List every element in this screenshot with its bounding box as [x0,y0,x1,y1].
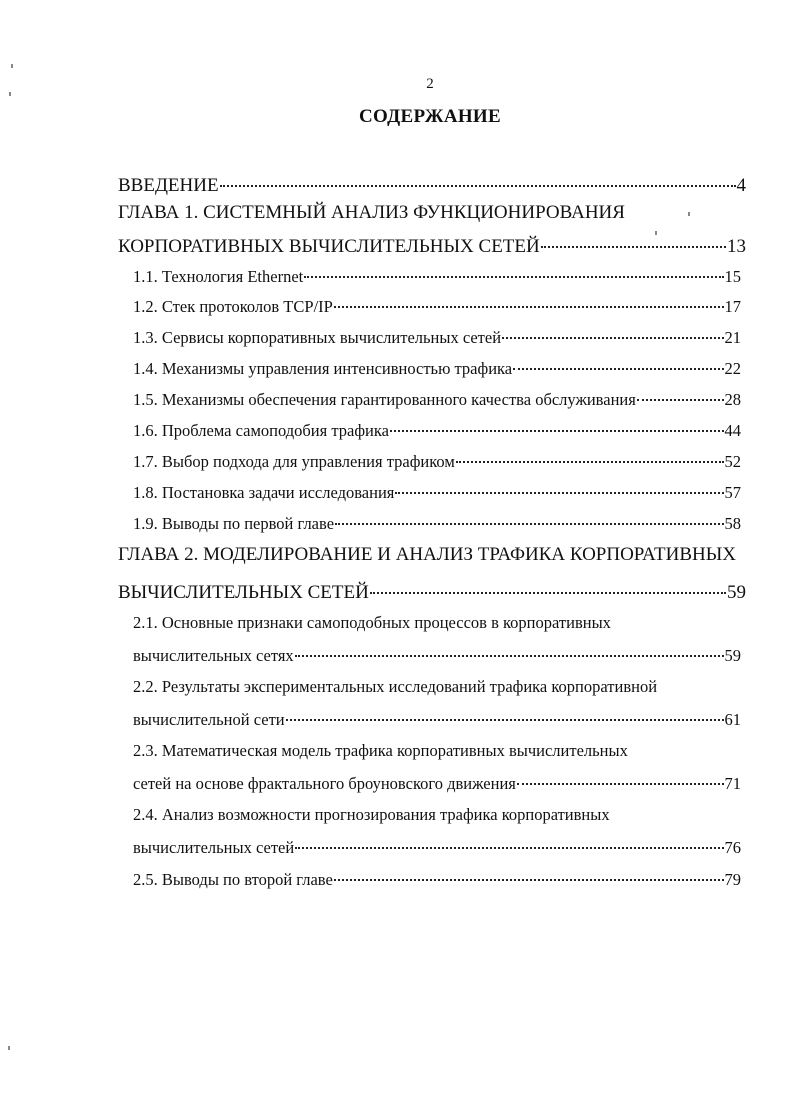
toc-entry-title: 2.4. Анализ возможности прогнозирования трафика корпоративных [133,805,610,824]
toc-title: СОДЕРЖАНИЕ [359,106,501,127]
toc-entry-title: 1.2. Стек протоколов TCP/IP [133,296,333,316]
toc-entry-section-1-6[interactable] [133,417,741,443]
toc-entry-title: КОРПОРАТИВНЫХ ВЫЧИСЛИТЕЛЬНЫХ СЕТЕЙ [118,236,540,257]
toc-entry-title: 2.1. Основные признаки самоподобных процессов в корпоративных [133,613,611,632]
toc-entry-section-1-7[interactable] [133,448,741,474]
toc-entry-title: ВЫЧИСЛИТЕЛЬНЫХ СЕТЕЙ [118,582,369,603]
toc-entry-title: 1.6. Проблема самоподобия трафика [133,420,389,440]
dot-leader [304,259,723,278]
toc-entry-title: ГЛАВА 2. МОДЕЛИРОВАНИЕ И АНАЛИЗ ТРАФИКА КОРПОРАТИВНЫХ [118,544,737,565]
dot-leader [295,638,724,657]
toc-entry-chapter-2-line-1[interactable] [118,542,746,568]
toc-entry-page: 4 [736,175,746,196]
toc-entry-title: 1.3. Сервисы корпоративных вычислительных сетей [133,327,502,347]
toc-entry-page: 13 [727,236,746,257]
dot-leader [334,862,724,881]
toc-entry-page: 17 [724,296,741,316]
scan-speck [11,64,13,68]
toc-entry-title: 1.4. Механизмы управления интенсивностью трафика [133,358,513,378]
toc-entry-title: вычислительных сетей [133,837,295,857]
toc-entry-chapter-1-line-2[interactable] [118,231,746,257]
toc-entry-title: ГЛАВА 1. СИСТЕМНЫЙ АНАЛИЗ ФУНКЦИОНИРОВАНИЯ [118,202,625,223]
dot-leader [286,702,724,721]
toc-entry-page: 59 [724,645,741,665]
toc-entry-title: 1.7. Выбор подхода для управления трафиком [133,451,455,471]
toc-entry-page: 58 [724,513,741,533]
toc-entry-page: 76 [724,837,741,857]
toc-entry-introduction[interactable] [118,170,746,196]
toc-entry-title: 1.5. Механизмы обеспечения гарантированного качества обслуживания [133,389,636,409]
dot-leader [295,830,723,849]
dot-leader [541,227,726,248]
toc-entry-title: сетей на основе фрактального броуновского движения [133,773,516,793]
toc-entry-section-2-3-line-2[interactable] [133,770,741,796]
toc-entry-section-2-4-line-1[interactable] [133,802,741,828]
dot-leader [335,506,723,525]
toc-entry-section-2-1-line-2[interactable] [133,642,741,668]
dot-leader [456,444,724,463]
toc-entry-page: 22 [724,358,741,378]
toc-entry-title: 1.8. Постановка задачи исследования [133,482,395,502]
toc-entry-section-1-9[interactable] [133,510,741,536]
toc-entry-title: 1.9. Выводы по первой главе [133,513,335,533]
toc-entry-section-2-1-line-1[interactable] [133,610,741,636]
toc-entry-section-2-4-line-2[interactable] [133,834,741,860]
toc-entry-section-1-1[interactable] [133,263,741,289]
toc-entry-section-2-2-line-1[interactable] [133,674,741,700]
toc-entry-title: ВВЕДЕНИЕ [118,175,219,196]
toc-entry-page: 21 [724,327,741,347]
toc-entry-page: 57 [724,482,741,502]
toc-entry-page: 71 [724,773,741,793]
toc-entry-page: 15 [724,266,741,286]
toc-entry-title: вычислительных сетях [133,645,294,665]
toc-entry-page: 59 [727,582,746,603]
dot-leader [502,320,723,339]
scan-speck [655,231,657,235]
toc-entry-page: 28 [724,389,741,409]
scan-speck [688,212,690,216]
toc-entry-chapter-2-line-2[interactable] [118,577,746,603]
toc-entry-section-1-4[interactable] [133,355,741,381]
toc-entry-title: 2.3. Математическая модель трафика корпоративных вычислительных [133,741,628,760]
toc-entry-section-1-3[interactable] [133,324,741,350]
dot-leader [220,166,736,187]
dot-leader [390,413,724,432]
dot-leader [517,766,724,785]
toc-entry-section-2-3-line-1[interactable] [133,738,741,764]
dot-leader [370,573,726,594]
toc-entry-title: вычислительной сети [133,709,285,729]
toc-entry-page: 61 [724,709,741,729]
dot-leader [395,475,723,494]
toc-entry-page: 44 [724,420,741,440]
toc-entry-section-1-5[interactable] [133,386,741,412]
toc-entry-section-1-8[interactable] [133,479,741,505]
scan-speck [8,1046,10,1050]
dot-leader [637,382,724,401]
toc-entry-title: 2.5. Выводы по второй главе [133,869,333,889]
toc-entry-page: 79 [724,869,741,889]
page-number: 2 [426,76,434,92]
toc-entry-title: 2.2. Результаты экспериментальных исследований трафика корпоративной [133,677,658,696]
toc-entry-section-1-2[interactable] [133,293,741,319]
toc-entry-section-2-5[interactable] [133,866,741,892]
scan-speck [9,92,11,96]
dot-leader [513,351,723,370]
toc-entry-title: 1.1. Технология Ethernet [133,266,304,286]
dot-leader [334,289,724,308]
toc-entry-section-2-2-line-2[interactable] [133,706,741,732]
toc-entry-page: 52 [724,451,741,471]
toc-entry-chapter-1-line-1[interactable] [118,200,746,226]
